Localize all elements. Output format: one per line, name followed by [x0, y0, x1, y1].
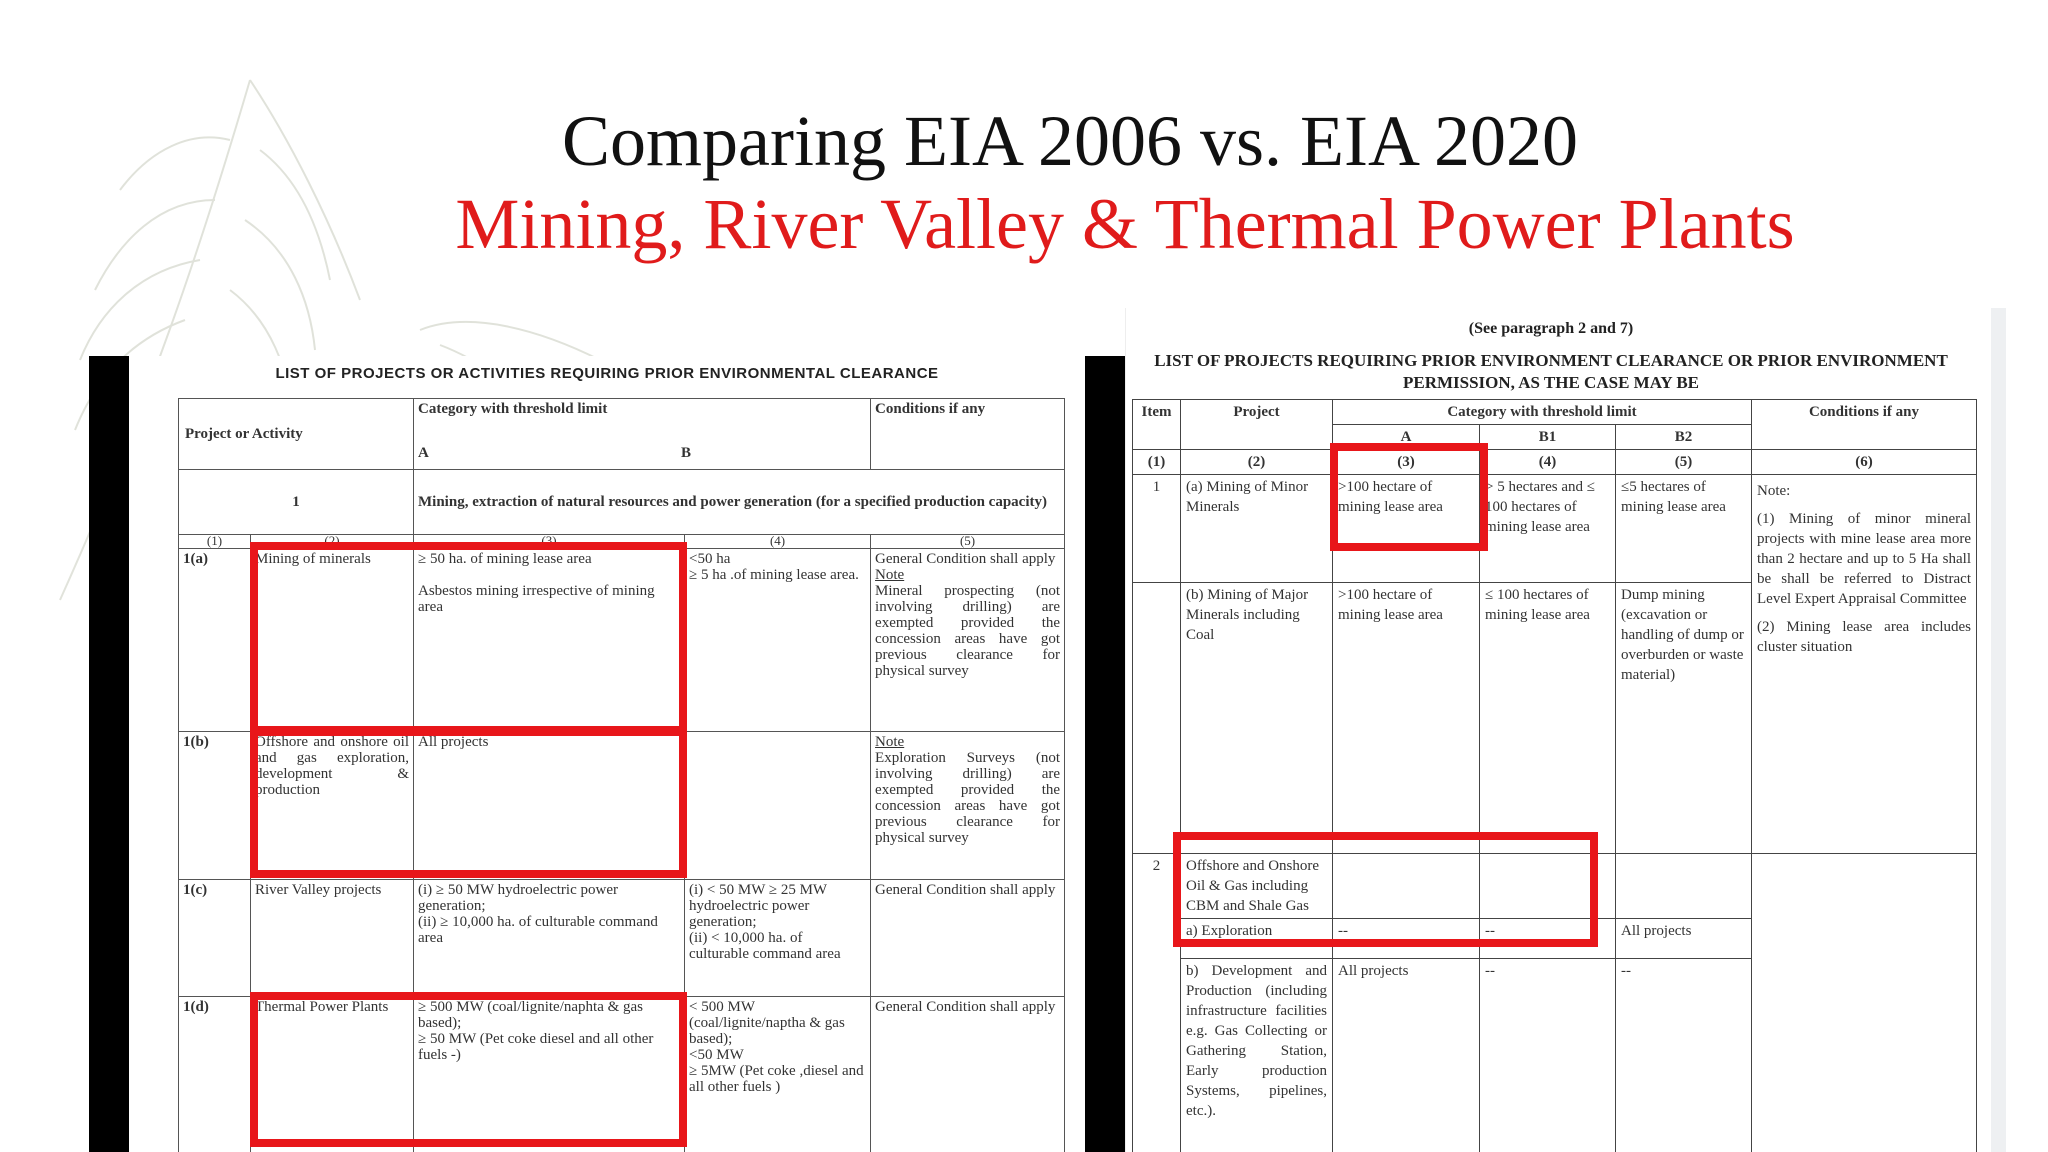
header-col-b2: B2 — [1616, 425, 1752, 450]
row-project: River Valley projects — [251, 880, 414, 997]
header-col-a: A — [418, 445, 429, 461]
slide-title: Comparing EIA 2006 vs. EIA 2020 — [562, 101, 1578, 181]
row-id: 1(b) — [179, 732, 251, 880]
col-num: (4) — [685, 535, 871, 549]
condition-note-label: Note — [875, 734, 905, 750]
row-category-b: (i) < 50 MW ≥ 25 MW hydroelectric power generation; (ii) < 10,000 ha. of culturable command area — [685, 880, 871, 997]
table-row — [1133, 475, 1977, 583]
row-category-a: -- — [1333, 919, 1480, 959]
row-category-b — [685, 732, 871, 880]
col-num: (4) — [1480, 450, 1616, 475]
col-num: (5) — [871, 535, 1065, 549]
row-category-b2: -- — [1616, 959, 1752, 1152]
condition-intro: General Condition shall apply — [875, 551, 1056, 567]
highlight-box-thermal — [250, 992, 687, 1147]
row-conditions-empty — [1752, 854, 1977, 1152]
header-project: Project — [1181, 400, 1333, 450]
row-category-b2: ≤5 hectares of mining lease area — [1616, 475, 1752, 583]
header-conditions: Conditions if any — [871, 399, 1065, 470]
col-num: (2) — [1181, 450, 1333, 475]
eia-2006-page — [129, 356, 1085, 1152]
row-project: (b) Mining of Major Minerals including Coal — [1181, 583, 1333, 854]
row-category-a: ≥ 500 MW (coal/lignite/naphta & gas based); ≥ 50 MW (Pet coke diesel and all other fuels -) — [414, 997, 685, 1152]
highlight-box-oil-gas-exploration — [1173, 832, 1598, 947]
row-category-b1: -- — [1480, 959, 1616, 1152]
col-num: (2) — [251, 535, 414, 549]
row-id: 1(d) — [179, 997, 251, 1152]
row-item — [1133, 583, 1181, 854]
conditions-note-label: Note: — [1757, 483, 1791, 499]
row-category-b1: > 5 hectares and ≤ 100 hectares of mining lease area — [1480, 475, 1616, 583]
eia-2020-title: LIST OF PROJECTS REQUIRING PRIOR ENVIRONMENT CLEARANCE OR PRIOR ENVIRONMENT PERMISSION, AS THE CASE MAY BE — [1154, 351, 1948, 392]
col-num: (3) — [414, 535, 685, 549]
row-category-b2: Dump mining (excavation or handling of dump or overburden or waste material) — [1616, 583, 1752, 854]
conditions-item-2: (2) Mining lease area includes cluster situation — [1757, 619, 1971, 655]
highlight-box-mining — [250, 542, 687, 734]
highlight-box-oil-gas — [250, 728, 687, 878]
row-project: Thermal Power Plants — [251, 997, 414, 1152]
header-category — [414, 399, 871, 470]
col-num: (1) — [1133, 450, 1181, 475]
eia-2020-table — [1132, 399, 1977, 1152]
col-num: (1) — [179, 535, 251, 549]
row-project: a) Exploration — [1181, 919, 1333, 959]
row-category-a: >100 hectare of mining lease area — [1333, 583, 1480, 854]
header-category: Category with threshold limit — [1333, 400, 1752, 425]
row-item: 1 — [1133, 475, 1181, 583]
row-id: 1(c) — [179, 880, 251, 997]
row-project: Mining of minerals — [251, 549, 414, 732]
header-category-label: Category with threshold limit — [418, 401, 608, 417]
row-category-b: <50 ha ≥ 5 ha .of mining lease area. — [685, 549, 871, 732]
header-project: Project or Activity — [179, 399, 414, 470]
header-conditions: Conditions if any — [1752, 400, 1977, 450]
table-row — [179, 880, 1065, 997]
row-category-b1: -- — [1480, 919, 1616, 959]
row-category-b2 — [1616, 854, 1752, 919]
row-conditions — [871, 732, 1065, 880]
row-id: 1(a) — [179, 549, 251, 732]
condition-text: Mineral prospecting (not involving drilling) are exempted provided the concession areas have got previous clearance for physical survey — [875, 583, 1061, 679]
row-conditions — [1752, 475, 1977, 854]
header-item: Item — [1133, 400, 1181, 450]
conditions-item-1: (1) Mining of minor mineral projects with mine lease area more than 2 hectare and up to 5 Ha shall be shall be referred to Distract Level Expert Appraisal Committee — [1757, 511, 1971, 607]
page-scroll-strip — [1990, 308, 2006, 1152]
row-item: 2 — [1133, 854, 1181, 1152]
row-project: Offshore and Onshore Oil & Gas including CBM and Shale Gas — [1181, 854, 1333, 919]
row-category-a: (i) ≥ 50 MW hydroelectric power generation; (ii) ≥ 10,000 ha. of culturable command area — [414, 880, 685, 997]
col-num: (3) — [1333, 450, 1480, 475]
row-project: b) Development and Production (including infrastructure facilities e.g. Gas Collecting or Gathering Station, Early production Systems, pipelines, etc.). — [1181, 959, 1333, 1152]
header-col-b: B — [681, 445, 692, 461]
slide-subtitle: Mining, River Valley & Thermal Power Plants — [455, 184, 1795, 264]
condition-note-label: Note — [875, 567, 905, 583]
eia-2006-document — [89, 356, 1125, 1152]
row-category-b: < 500 MW (coal/lignite/naptha & gas based); <50 MW ≥ 5MW (Pet coke ,diesel and all other fuels ) — [685, 997, 871, 1152]
row-project: (a) Mining of Minor Minerals — [1181, 475, 1333, 583]
col-num: (5) — [1616, 450, 1752, 475]
eia-2006-title: LIST OF PROJECTS OR ACTIVITIES REQUIRING PRIOR ENVIRONMENTAL CLEARANCE — [275, 365, 939, 382]
row-conditions: General Condition shall apply — [871, 997, 1065, 1152]
row-category-b1: ≤ 100 hectares of mining lease area — [1480, 583, 1616, 854]
section-label: Mining, extraction of natural resources and power generation (for a specified production capacity) — [414, 470, 1065, 535]
header-col-b1: B1 — [1480, 425, 1616, 450]
col-num: (6) — [1752, 450, 1977, 475]
row-category-a: All projects — [1333, 959, 1480, 1152]
row-conditions: General Condition shall apply — [871, 880, 1065, 997]
header-col-a: A — [1333, 425, 1480, 450]
row-category-a: ≥ 50 ha. of mining lease area Asbestos mining irrespective of mining area — [414, 549, 685, 732]
row-category-a: >100 hectare of mining lease area — [1333, 475, 1480, 583]
row-conditions — [871, 549, 1065, 732]
condition-text: Exploration Surveys (not involving drilling) are exempted provided the concession areas have got previous clearance for physical survey — [875, 750, 1061, 846]
row-project: Offshore and onshore oil and gas exploration, development & production — [251, 732, 414, 880]
highlight-box-minor-minerals — [1330, 443, 1488, 551]
row-category-b2: All projects — [1616, 919, 1752, 959]
section-number: 1 — [179, 470, 414, 535]
eia-2020-document — [1125, 308, 1991, 1152]
paragraph-reference: (See paragraph 2 and 7) — [1468, 320, 1634, 337]
row-category-a: All projects — [414, 732, 685, 880]
